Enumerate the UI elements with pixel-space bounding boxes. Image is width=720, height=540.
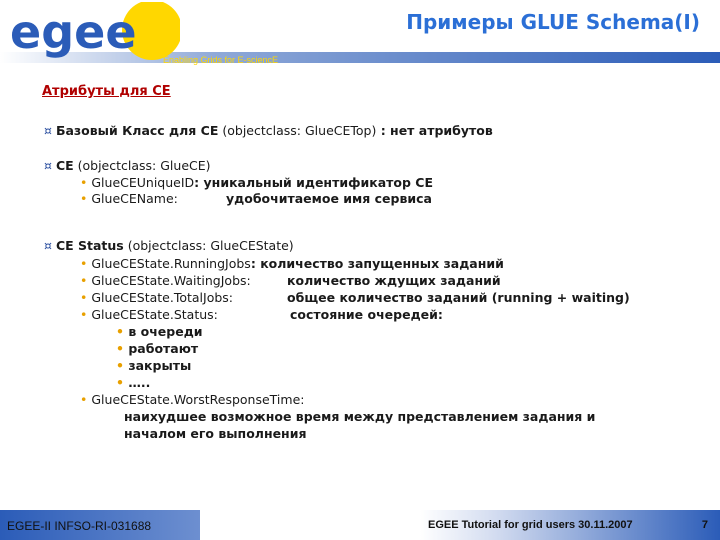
attr-name: GlueCEState.WorstResponseTime: [91,392,305,407]
status-attr-row [80,256,504,272]
item-base-class [44,123,493,139]
page-number: 7 [701,519,708,531]
bullet-icon: • [80,273,88,288]
bullet-icon: • [80,290,88,305]
bullet-icon: • [116,341,124,356]
bullet-icon: • [80,191,88,206]
item-ce-status [44,238,294,254]
ce-attr-row [80,175,433,191]
attr-name: GlueCEName: [91,191,178,206]
bullet-icon: • [80,392,88,407]
bullet-icon: • [80,175,88,190]
attr-desc: общее количество заданий (running + waiting) [287,290,630,305]
bullet-icon: • [116,375,124,390]
item-marker: ¤ [44,123,52,138]
attr-name: GlueCEState.TotalJobs: [91,290,234,305]
tagline: Enabling Grids for E-sciencE [163,55,279,65]
status-value-label: в очереди [128,324,203,339]
item-ce [44,158,211,174]
status-value [116,324,203,340]
item-marker: ¤ [44,158,52,173]
page-title: Примеры GLUE Schema(I) [406,10,700,34]
item-bold: CE [55,158,74,173]
egee-logo [4,2,180,62]
status-value [116,341,198,357]
item-normal: (objectclass: GlueCETop) [218,123,377,138]
bullet-icon: • [80,256,88,271]
attr-name: GlueCEUniqueID [91,175,195,190]
status-attr-row [80,307,218,323]
item-normal: (objectclass: GlueCEState) [123,238,294,253]
bullet-icon: • [80,307,88,322]
status-value-label: ….. [128,375,151,390]
attr-desc: состояние очередей: [290,307,443,322]
attr-sep: : [250,256,261,271]
section-heading: Атрибуты для CE [42,84,171,99]
status-attr-row [80,392,304,408]
status-value [116,375,150,391]
item-tail: : нет атрибутов [376,123,493,138]
logo-wordmark: egee [10,5,137,59]
item-marker: ¤ [44,238,52,253]
bullet-icon: • [116,324,124,339]
attr-desc: количество ждущих заданий [287,273,501,288]
attr-desc: удобочитаемое имя сервиса [226,191,432,206]
attr-sep: : [194,175,204,190]
status-attr-row [80,273,251,289]
footer-project-id: EGEE-II INFSO-RI-031688 [7,519,152,533]
ce-attr-row [80,191,178,207]
bullet-icon: • [116,358,124,373]
attr-name: GlueCEState.RunningJobs [91,256,251,271]
attr-desc: количество запущенных заданий [260,256,504,271]
attr-desc: началом его выполнения [124,426,307,441]
status-value-label: работают [128,341,199,356]
status-value-label: закрыты [128,358,192,373]
attr-desc: уникальный идентификатор CE [203,175,433,190]
footer-event-text: EGEE Tutorial for grid users 30.11.2007 [428,519,633,531]
item-normal: (objectclass: GlueCE) [73,158,211,173]
status-attr-row [80,290,233,306]
attr-name: GlueCEState.Status: [91,307,218,322]
attr-desc: наихудшее возможное время между представлением задания и [124,409,596,424]
status-value [116,358,191,374]
attr-name: GlueCEState.WaitingJobs: [91,273,251,288]
item-bold: Базовый Класс для CE [55,123,219,138]
item-bold: CE Status [55,238,124,253]
footer-event [428,519,633,531]
